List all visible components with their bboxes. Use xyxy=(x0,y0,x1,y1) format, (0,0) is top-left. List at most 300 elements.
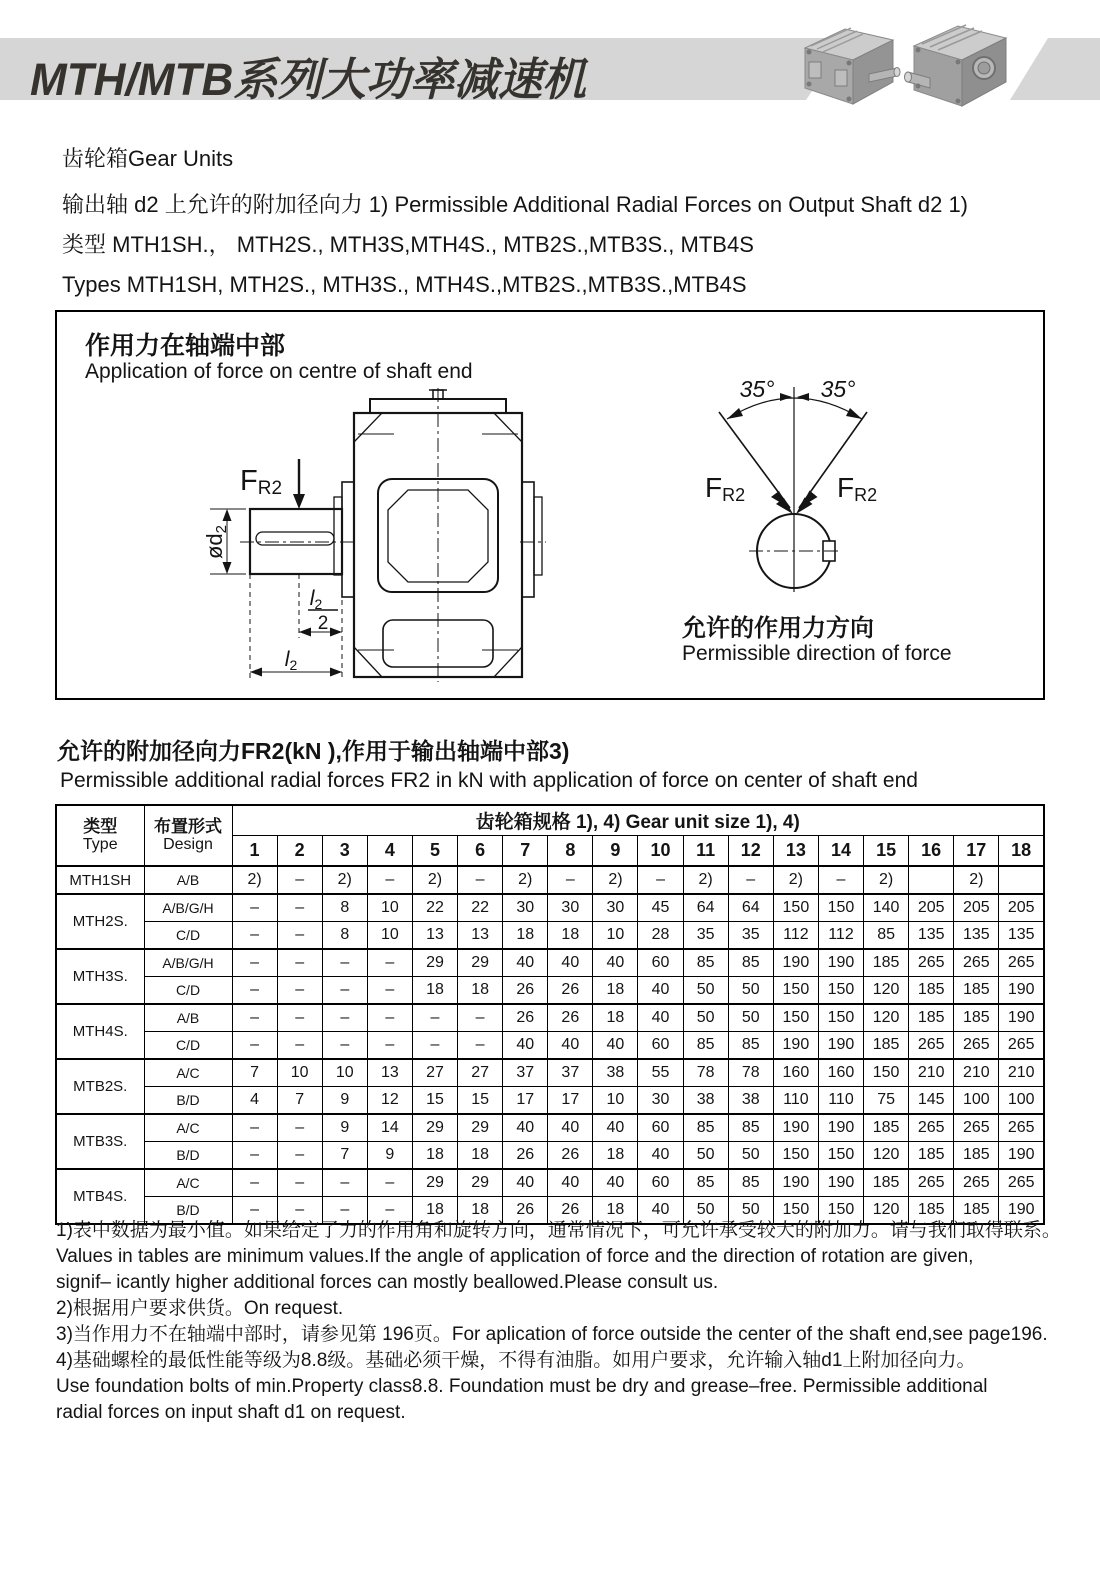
value-cell: 190 xyxy=(773,1169,818,1197)
value-cell: – xyxy=(277,1004,322,1032)
value-cell: – xyxy=(322,1004,367,1032)
value-cell: 50 xyxy=(683,1004,728,1032)
value-cell: 2) xyxy=(954,866,999,894)
value-cell: 29 xyxy=(458,1114,503,1142)
value-cell: 185 xyxy=(864,1169,909,1197)
value-cell: 110 xyxy=(818,1087,863,1115)
value-cell: – xyxy=(367,1169,412,1197)
value-cell: 265 xyxy=(954,1114,999,1142)
intro-block xyxy=(62,148,968,314)
value-cell: – xyxy=(232,1169,277,1197)
table-row xyxy=(56,1059,1044,1087)
value-cell: 40 xyxy=(503,1114,548,1142)
design-cell: A/B xyxy=(144,866,232,894)
value-cell: – xyxy=(277,949,322,977)
force-label-left: FR2 xyxy=(705,472,746,505)
value-cell: 85 xyxy=(864,922,909,950)
half-length-label-num: l2 xyxy=(309,587,323,612)
value-cell: 185 xyxy=(909,977,954,1005)
value-cell: 18 xyxy=(593,1004,638,1032)
table-row xyxy=(56,1004,1044,1032)
value-cell: 265 xyxy=(999,1032,1044,1060)
header-size-13: 13 xyxy=(773,836,818,867)
value-cell: 265 xyxy=(909,1169,954,1197)
value-cell: 18 xyxy=(593,1197,638,1225)
value-cell: 50 xyxy=(683,1197,728,1225)
angle-label-right: 35° xyxy=(820,376,856,402)
value-cell: 18 xyxy=(593,1142,638,1170)
footnote-line: 3)当作用力不在轴端中部时，请参见第 196页。For aplication of force outside the center of the shaft end,see page196. xyxy=(56,1324,1048,1345)
value-cell: 150 xyxy=(773,1197,818,1225)
header-size-18: 18 xyxy=(999,836,1044,867)
value-cell: – xyxy=(277,866,322,894)
left-bearing-flange xyxy=(342,482,354,597)
value-cell: 205 xyxy=(999,894,1044,922)
value-cell: – xyxy=(728,866,773,894)
footnote-line: 2)根据用户要求供货。On request. xyxy=(56,1298,344,1319)
value-cell: 185 xyxy=(954,1004,999,1032)
value-cell: – xyxy=(232,1142,277,1170)
value-cell: 2) xyxy=(412,866,457,894)
value-cell: – xyxy=(277,977,322,1005)
value-cell: 150 xyxy=(773,1142,818,1170)
value-cell: 13 xyxy=(412,922,457,950)
value-cell: 4 xyxy=(232,1087,277,1115)
design-cell: C/D xyxy=(144,922,232,950)
value-cell: 185 xyxy=(909,1142,954,1170)
value-cell: 85 xyxy=(683,1169,728,1197)
value-cell: 265 xyxy=(999,1169,1044,1197)
value-cell: 112 xyxy=(818,922,863,950)
value-cell: 10 xyxy=(593,1087,638,1115)
header-size-2: 2 xyxy=(277,836,322,867)
value-cell: – xyxy=(548,866,593,894)
figure-caption-zh: 作用力在轴端中部 xyxy=(85,332,286,360)
value-cell: 40 xyxy=(593,1032,638,1060)
value-cell: 64 xyxy=(728,894,773,922)
value-cell: – xyxy=(232,977,277,1005)
value-cell: 120 xyxy=(864,1197,909,1225)
value-cell: 17 xyxy=(548,1087,593,1115)
value-cell: 40 xyxy=(638,1004,683,1032)
value-cell: – xyxy=(458,1032,503,1060)
value-cell: 135 xyxy=(954,922,999,950)
footnote-line: 4)基础螺栓的最低性能等级为8.8级。基础必须干燥，不得有油脂。如用户要求，允许输入轴d1上附加径向力。 xyxy=(56,1350,976,1371)
value-cell: – xyxy=(232,1004,277,1032)
value-cell: 150 xyxy=(818,1142,863,1170)
intro-line-types-en: Types MTH1SH, MTH2S., MTH3S., MTH4S.,MTB2S.,MTB3S.,MTB4S xyxy=(62,272,747,297)
value-cell: 40 xyxy=(503,1169,548,1197)
value-cell: 265 xyxy=(954,1032,999,1060)
value-cell: 85 xyxy=(728,1169,773,1197)
value-cell: 28 xyxy=(638,922,683,950)
value-cell: 27 xyxy=(458,1059,503,1087)
value-cell: 2) xyxy=(503,866,548,894)
value-cell: 29 xyxy=(412,1114,457,1142)
value-cell: 185 xyxy=(864,949,909,977)
table-row xyxy=(56,1032,1044,1060)
gear-unit-photo-2 xyxy=(900,12,1012,114)
value-cell: – xyxy=(277,1114,322,1142)
value-cell: – xyxy=(322,1197,367,1225)
gear-unit-photo-1 xyxy=(795,16,903,112)
angle-label-left: 35° xyxy=(739,376,775,402)
value-cell: 150 xyxy=(864,1059,909,1087)
value-cell: – xyxy=(277,1169,322,1197)
value-cell: – xyxy=(232,949,277,977)
value-cell: 190 xyxy=(999,977,1044,1005)
value-cell: 140 xyxy=(864,894,909,922)
value-cell: 265 xyxy=(999,1114,1044,1142)
value-cell: 190 xyxy=(773,949,818,977)
value-cell: 18 xyxy=(458,977,503,1005)
direction-caption-zh: 允许的作用力方向 xyxy=(682,615,874,642)
header-size-16: 16 xyxy=(909,836,954,867)
value-cell: 40 xyxy=(593,1169,638,1197)
type-cell-MTH2S: MTH2S. xyxy=(56,894,144,949)
table-title-zh: 允许的附加径向力FR2(kN ),作用于输出轴端中部3) xyxy=(57,738,570,764)
value-cell: 265 xyxy=(954,949,999,977)
value-cell: 2) xyxy=(593,866,638,894)
figure-box xyxy=(55,310,1045,700)
value-cell: 190 xyxy=(999,1142,1044,1170)
value-cell: 29 xyxy=(458,1169,503,1197)
value-cell: 10 xyxy=(367,922,412,950)
value-cell: 265 xyxy=(909,1114,954,1142)
value-cell: 135 xyxy=(999,922,1044,950)
value-cell: – xyxy=(367,1197,412,1225)
value-cell: 40 xyxy=(638,1197,683,1225)
value-cell: 29 xyxy=(412,949,457,977)
header-size-10: 10 xyxy=(638,836,683,867)
value-cell: 22 xyxy=(458,894,503,922)
value-cell: 18 xyxy=(412,1142,457,1170)
value-cell: 150 xyxy=(818,1197,863,1225)
header-size-12: 12 xyxy=(728,836,773,867)
header-size-1: 1 xyxy=(232,836,277,867)
value-cell: 60 xyxy=(638,1032,683,1060)
value-cell: 26 xyxy=(548,977,593,1005)
value-cell: 50 xyxy=(683,977,728,1005)
value-cell: – xyxy=(232,894,277,922)
design-cell: C/D xyxy=(144,977,232,1005)
value-cell: 50 xyxy=(728,977,773,1005)
value-cell: 85 xyxy=(728,1114,773,1142)
value-cell: – xyxy=(818,866,863,894)
header-size-4: 4 xyxy=(367,836,412,867)
value-cell: 2) xyxy=(864,866,909,894)
design-cell: A/B/G/H xyxy=(144,894,232,922)
force-label-right: FR2 xyxy=(837,472,878,505)
value-cell: 30 xyxy=(503,894,548,922)
value-cell: – xyxy=(322,949,367,977)
table-title-en: Permissible additional radial forces FR2 in kN with application of force on center of shaft end xyxy=(60,769,918,792)
value-cell: 15 xyxy=(458,1087,503,1115)
value-cell: 10 xyxy=(593,922,638,950)
value-cell: 210 xyxy=(999,1059,1044,1087)
table-row xyxy=(56,894,1044,922)
value-cell: 8 xyxy=(322,894,367,922)
value-cell: 78 xyxy=(728,1059,773,1087)
value-cell: 38 xyxy=(593,1059,638,1087)
value-cell: 265 xyxy=(999,949,1044,977)
value-cell: 9 xyxy=(367,1142,412,1170)
value-cell: 85 xyxy=(683,949,728,977)
table-row xyxy=(56,949,1044,977)
footnote-line: 1)表中数据为最小值。如果给定了力的作用角和旋转方向，通常情况下，可允许承受较大的附加力。请与我们取得联系。 xyxy=(56,1220,1061,1241)
value-cell: 100 xyxy=(999,1087,1044,1115)
value-cell: – xyxy=(232,1032,277,1060)
value-cell: 190 xyxy=(773,1032,818,1060)
value-cell: 150 xyxy=(773,977,818,1005)
value-cell: 75 xyxy=(864,1087,909,1115)
value-cell: 55 xyxy=(638,1059,683,1087)
value-cell: 40 xyxy=(503,949,548,977)
value-cell: 190 xyxy=(773,1114,818,1142)
value-cell: 27 xyxy=(412,1059,457,1087)
value-cell: – xyxy=(277,922,322,950)
value-cell: 185 xyxy=(954,1197,999,1225)
footnotes xyxy=(56,1218,1061,1426)
value-cell: 210 xyxy=(954,1059,999,1087)
value-cell: 37 xyxy=(548,1059,593,1087)
value-cell: 150 xyxy=(773,1004,818,1032)
design-cell: B/D xyxy=(144,1142,232,1170)
value-cell: – xyxy=(277,1032,322,1060)
value-cell: 85 xyxy=(728,1032,773,1060)
value-cell: 150 xyxy=(818,1004,863,1032)
value-cell: 160 xyxy=(773,1059,818,1087)
value-cell: 10 xyxy=(367,894,412,922)
value-cell: 38 xyxy=(728,1087,773,1115)
value-cell: 35 xyxy=(683,922,728,950)
type-cell-MTH4S: MTH4S. xyxy=(56,1004,144,1059)
value-cell: – xyxy=(322,977,367,1005)
header-design: 布置形式 Design xyxy=(144,805,232,866)
value-cell: 2) xyxy=(322,866,367,894)
header-size-5: 5 xyxy=(412,836,457,867)
value-cell: 78 xyxy=(683,1059,728,1087)
value-cell: 18 xyxy=(458,1197,503,1225)
figure-caption-en: Application of force on centre of shaft end xyxy=(85,360,473,383)
value-cell: 160 xyxy=(818,1059,863,1087)
value-cell: 185 xyxy=(864,1114,909,1142)
value-cell: 29 xyxy=(458,949,503,977)
value-cell: 150 xyxy=(818,894,863,922)
value-cell: 120 xyxy=(864,977,909,1005)
value-cell: – xyxy=(277,1142,322,1170)
value-cell: 40 xyxy=(548,1114,593,1142)
value-cell: 26 xyxy=(503,1004,548,1032)
value-cell: 205 xyxy=(954,894,999,922)
value-cell: 110 xyxy=(773,1087,818,1115)
value-cell: 190 xyxy=(999,1197,1044,1225)
type-cell-MTH3S: MTH3S. xyxy=(56,949,144,1004)
header-size-17: 17 xyxy=(954,836,999,867)
value-cell: 30 xyxy=(548,894,593,922)
value-cell: 13 xyxy=(367,1059,412,1087)
value-cell: 150 xyxy=(773,894,818,922)
type-cell-MTH1SH: MTH1SH xyxy=(56,866,144,894)
forces-table xyxy=(55,804,1045,1225)
design-cell: C/D xyxy=(144,1032,232,1060)
value-cell: 26 xyxy=(503,1142,548,1170)
value-cell xyxy=(909,866,954,894)
value-cell: 40 xyxy=(548,1032,593,1060)
value-cell: 17 xyxy=(503,1087,548,1115)
value-cell: 100 xyxy=(954,1087,999,1115)
value-cell: 185 xyxy=(909,1197,954,1225)
value-cell: 26 xyxy=(548,1004,593,1032)
value-cell: 60 xyxy=(638,1114,683,1142)
value-cell: 50 xyxy=(728,1004,773,1032)
value-cell: 13 xyxy=(458,922,503,950)
header-size-9: 9 xyxy=(593,836,638,867)
diameter-label: ød2 xyxy=(202,524,230,560)
value-cell: 205 xyxy=(909,894,954,922)
table-row xyxy=(56,866,1044,894)
value-cell: 190 xyxy=(818,949,863,977)
force-label: FR2 xyxy=(240,465,283,499)
intro-line-types-zh: 类型 MTH1SH.， MTH2S., MTH3S,MTH4S., MTB2S.,MTB3S., MTB4S xyxy=(62,232,754,257)
header-size-15: 15 xyxy=(864,836,909,867)
value-cell: 190 xyxy=(818,1032,863,1060)
length-label: l2 xyxy=(284,648,298,673)
direction-caption-en: Permissible direction of force xyxy=(682,642,952,665)
value-cell: 64 xyxy=(683,894,728,922)
value-cell: 120 xyxy=(864,1004,909,1032)
value-cell: 7 xyxy=(277,1087,322,1115)
header-size-14: 14 xyxy=(818,836,863,867)
value-cell: 2) xyxy=(773,866,818,894)
value-cell: 120 xyxy=(864,1142,909,1170)
value-cell: 85 xyxy=(683,1032,728,1060)
value-cell: 185 xyxy=(864,1032,909,1060)
value-cell: 265 xyxy=(954,1169,999,1197)
value-cell: – xyxy=(322,1169,367,1197)
table-row xyxy=(56,1142,1044,1170)
value-cell: – xyxy=(367,866,412,894)
type-cell-MTB3S: MTB3S. xyxy=(56,1114,144,1169)
table-row xyxy=(56,977,1044,1005)
value-cell: 7 xyxy=(232,1059,277,1087)
value-cell: 45 xyxy=(638,894,683,922)
value-cell: – xyxy=(277,1197,322,1225)
value-cell: – xyxy=(232,1197,277,1225)
value-cell: – xyxy=(412,1004,457,1032)
value-cell: 10 xyxy=(277,1059,322,1087)
value-cell: 14 xyxy=(367,1114,412,1142)
value-cell: 112 xyxy=(773,922,818,950)
value-cell: 29 xyxy=(412,1169,457,1197)
value-cell: 210 xyxy=(909,1059,954,1087)
value-cell: – xyxy=(412,1032,457,1060)
value-cell: 26 xyxy=(548,1142,593,1170)
value-cell: 85 xyxy=(728,949,773,977)
value-cell: 30 xyxy=(638,1087,683,1115)
value-cell: 10 xyxy=(322,1059,367,1087)
table-row xyxy=(56,1087,1044,1115)
header-size-3: 3 xyxy=(322,836,367,867)
value-cell: 7 xyxy=(322,1142,367,1170)
design-cell: B/D xyxy=(144,1087,232,1115)
value-cell: 50 xyxy=(683,1142,728,1170)
value-cell: 18 xyxy=(412,1197,457,1225)
type-cell-MTB4S: MTB4S. xyxy=(56,1169,144,1224)
value-cell: 15 xyxy=(412,1087,457,1115)
design-cell: A/B/G/H xyxy=(144,949,232,977)
force-direction-drawing xyxy=(657,367,987,607)
value-cell: 190 xyxy=(818,1169,863,1197)
footnote-line: radial forces on input shaft d1 on request. xyxy=(56,1402,406,1423)
value-cell: – xyxy=(458,1004,503,1032)
footnote-line: Use foundation bolts of min.Property class8.8. Foundation must be dry and grease–free. Permissible additional xyxy=(56,1376,988,1397)
design-cell: A/B xyxy=(144,1004,232,1032)
value-cell: 145 xyxy=(909,1087,954,1115)
value-cell: 50 xyxy=(728,1142,773,1170)
value-cell xyxy=(999,866,1044,894)
value-cell: 40 xyxy=(548,1169,593,1197)
value-cell: 190 xyxy=(818,1114,863,1142)
value-cell: 9 xyxy=(322,1087,367,1115)
value-cell: 40 xyxy=(548,949,593,977)
page-title: MTH/MTB系列大功率减速机 xyxy=(30,54,587,105)
header-size-11: 11 xyxy=(683,836,728,867)
value-cell: 185 xyxy=(954,977,999,1005)
design-cell: B/D xyxy=(144,1197,232,1225)
value-cell: 185 xyxy=(909,1004,954,1032)
value-cell: – xyxy=(367,1004,412,1032)
value-cell: 38 xyxy=(683,1087,728,1115)
header-gear-unit-size: 齿轮箱规格 1), 4) Gear unit size 1), 4) xyxy=(232,805,1044,836)
value-cell: 26 xyxy=(503,1197,548,1225)
value-cell: – xyxy=(638,866,683,894)
value-cell: 190 xyxy=(999,1004,1044,1032)
header-type: 类型 Type xyxy=(56,805,144,866)
right-bearing-flange xyxy=(522,482,534,597)
value-cell: 18 xyxy=(593,977,638,1005)
value-cell: 35 xyxy=(728,922,773,950)
value-cell: 18 xyxy=(548,922,593,950)
half-length-label-den: 2 xyxy=(317,613,329,634)
footnote-line: Values in tables are minimum values.If the angle of application of force and the direction of rotation are given, xyxy=(56,1246,974,1267)
value-cell: 50 xyxy=(728,1197,773,1225)
value-cell: 135 xyxy=(909,922,954,950)
value-cell: 40 xyxy=(638,1142,683,1170)
value-cell: – xyxy=(367,977,412,1005)
value-cell: – xyxy=(458,866,503,894)
value-cell: 40 xyxy=(593,1114,638,1142)
keyway-slot xyxy=(256,532,334,545)
value-cell: 22 xyxy=(412,894,457,922)
header-size-8: 8 xyxy=(548,836,593,867)
value-cell: – xyxy=(322,1032,367,1060)
value-cell: 37 xyxy=(503,1059,548,1087)
footnote-line: signif– icantly higher additional forces can mostly beallowed.Please consult us. xyxy=(56,1272,719,1293)
value-cell: 8 xyxy=(322,922,367,950)
header-size-6: 6 xyxy=(458,836,503,867)
value-cell: 265 xyxy=(909,1032,954,1060)
value-cell: 12 xyxy=(367,1087,412,1115)
type-cell-MTB2S: MTB2S. xyxy=(56,1059,144,1114)
value-cell: – xyxy=(367,949,412,977)
value-cell: 30 xyxy=(593,894,638,922)
design-cell: A/C xyxy=(144,1114,232,1142)
value-cell: 18 xyxy=(412,977,457,1005)
table-row xyxy=(56,1169,1044,1197)
value-cell: 40 xyxy=(593,949,638,977)
value-cell: – xyxy=(277,894,322,922)
